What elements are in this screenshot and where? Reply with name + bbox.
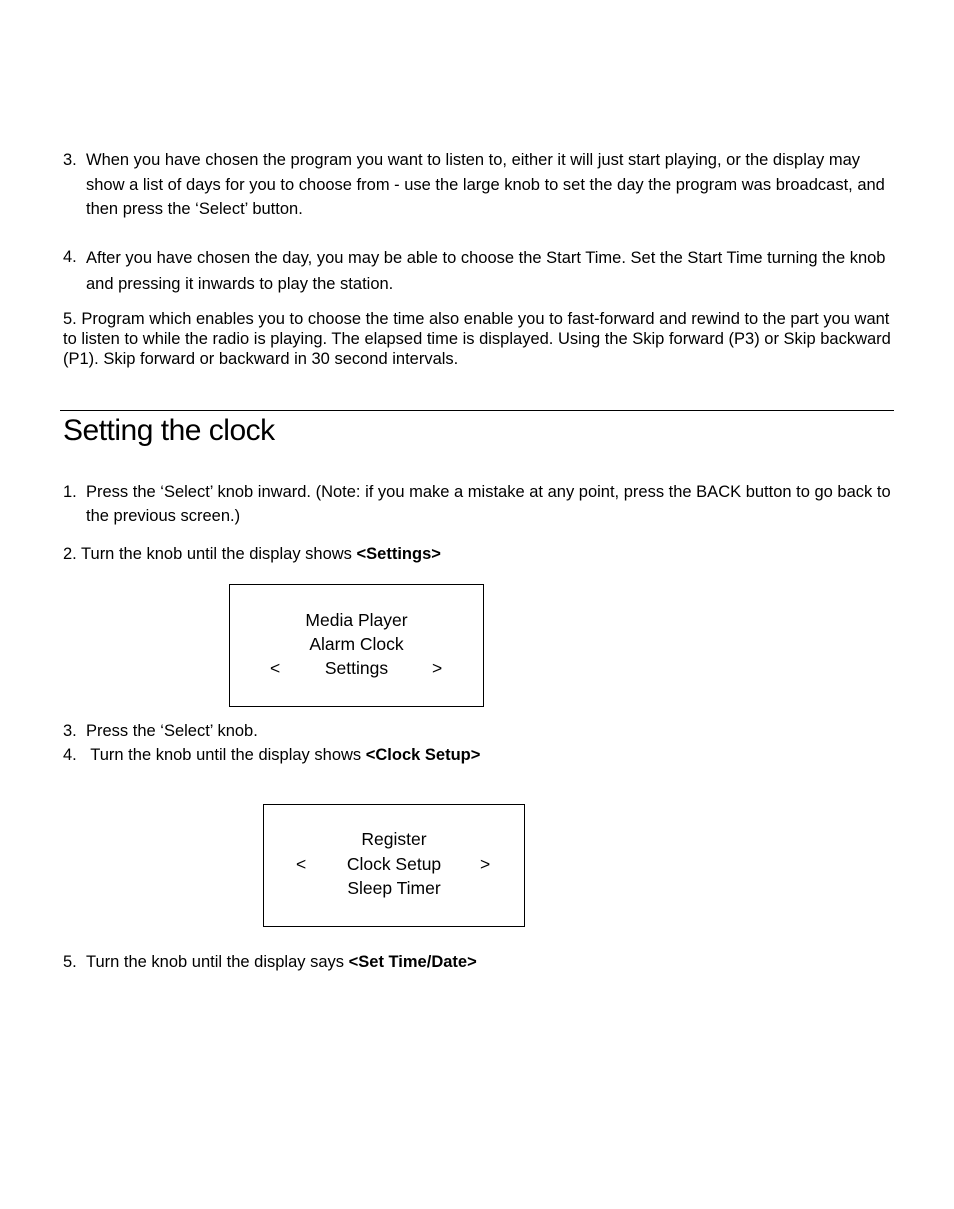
step-4-top [63, 245, 893, 297]
step-text: After you have chosen the day, you may be able to choose the Start Time. Set the Start Time turning the knob and pressing it inwards to play the station. [86, 249, 886, 293]
step-text: Press the ‘Select’ knob. [86, 722, 258, 740]
menu-item-clock-setup: Clock Setup [346, 854, 442, 874]
display-value: <Set Time/Date> [348, 953, 477, 971]
menu-item-settings: Settings [324, 658, 389, 678]
menu-item-register: Register [361, 829, 427, 849]
display-screen-clock-setup [263, 804, 525, 927]
display-screen-settings [229, 584, 484, 707]
step-text: Press the ‘Select’ knob inward. (Note: if you make a mistake at any point, press the BACK button to go back to the previous screen.) [86, 483, 891, 525]
step-text: Turn the knob until the display shows [86, 746, 366, 764]
right-arrow-icon: > [432, 658, 443, 678]
step-text-line [86, 743, 893, 767]
clock-step-2 [63, 542, 441, 566]
step-number: 4. [63, 746, 77, 764]
clock-step-5 [63, 950, 893, 974]
step-number: 1. [63, 483, 77, 501]
step-text: When you have chosen the program you want to listen to, either it will just start playing, or the display may show a list of days for you to choose from - use the large knob to set the day the program was broadcast, and then press the ‘Select’ button. [86, 151, 885, 218]
clock-step-4 [63, 743, 893, 767]
right-arrow-icon: > [480, 854, 491, 874]
display-value: <Settings> [356, 545, 441, 563]
menu-item-alarm-clock: Alarm Clock [309, 634, 404, 654]
menu-item-media-player: Media Player [305, 610, 408, 630]
step-text: Turn the knob until the display says [86, 953, 349, 971]
step-number: 5. [63, 953, 77, 971]
step-number: 3. [63, 722, 77, 740]
clock-step-1 [63, 480, 893, 528]
section-title: Setting the clock [63, 414, 275, 447]
menu-item-sleep-timer: Sleep Timer [347, 878, 441, 898]
left-arrow-icon: < [270, 658, 281, 678]
left-arrow-icon: < [296, 854, 307, 874]
step-number: 3. [63, 151, 77, 169]
display-value: <Clock Setup> [365, 746, 481, 764]
step-5-top: 5. Program which enables you to choose the time also enable you to fast-forward and rewind to the part you want to listen to while the radio is playing. The elapsed time is displayed. Using the Skip forward (P3) or Skip backward (P1). Skip forward or backward in 30 second intervals. [63, 310, 891, 368]
step-number: 4. [63, 248, 77, 266]
step-3-top [63, 148, 893, 222]
step-text-line [86, 950, 893, 974]
clock-step-3 [63, 719, 893, 743]
step-text: 2. Turn the knob until the display shows [63, 545, 357, 563]
